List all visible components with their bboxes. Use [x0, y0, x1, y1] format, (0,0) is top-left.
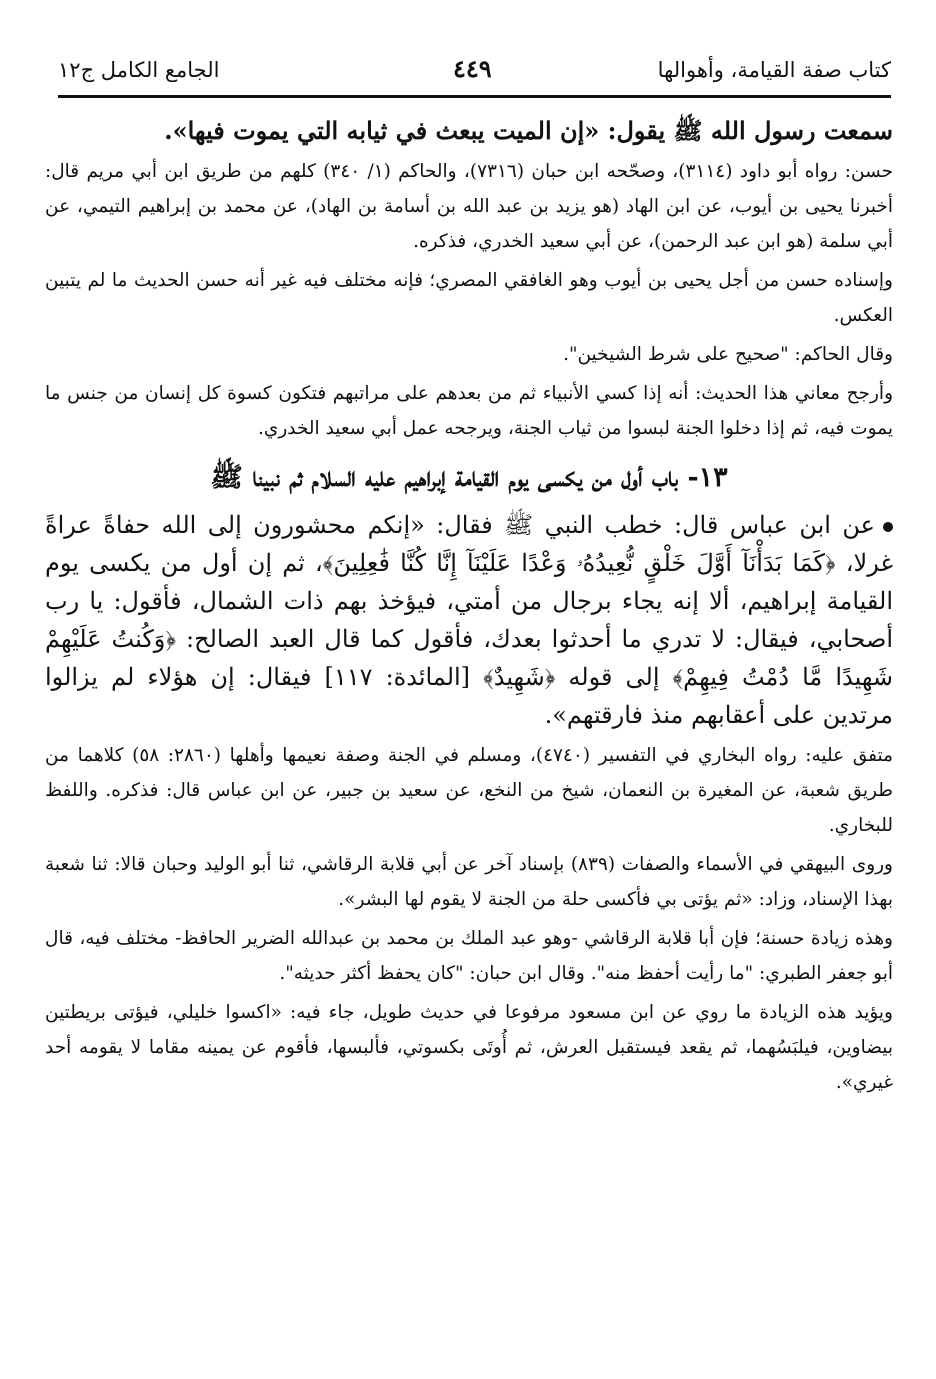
- addition-note: وهذه زيادة حسنة؛ فإن أبا قلابة الرقاشي -وهو عبد الملك بن محمد بن عبدالله الضرير الحافظ- مختلف فيه، قال أبو جعفر الطبري: "ما رأيت أحفظ منه". وقال ابن حبان: "كان يحفظ أكثر حديثه".: [45, 928, 893, 984]
- hadith-paragraph: [45, 506, 893, 734]
- bullet-icon: [883, 522, 893, 532]
- agreed-upon-note: متفق عليه: رواه البخاري في التفسير (٤٧٤٠)، ومسلم في الجنة وصفة نعيمها وأهلها (٢٨٦٠: ٥٨) كلاهما من طريق شعبة، عن المغيرة بن النعمان، شيخ من النخع، عن سعيد بن جبير، عن ابن عباس قال: فذكره. واللفظ للبخاري.: [45, 745, 894, 836]
- hakim-note: وقال الحاكم: "صحيح على شرط الشيخين".: [563, 344, 893, 365]
- support-note: ويؤيد هذه الزيادة ما روي عن ابن مسعود مرفوعا في حديث طويل، جاء فيه: «اكسوا خليلي، فيؤتى بريطتين بيضاوين، فيلبَسُهما، ثم يقعد فيستقبل العرش، ثم أُوتَى بكسوتي، فألبسها، فأقوم عن يمينه مقاما لا يقومه أحد غيري».: [45, 1002, 893, 1093]
- page-body: [45, 112, 893, 1100]
- page-header: [58, 48, 891, 88]
- hadith-text: عن ابن عباس قال: خطب النبي ﷺ فقال: «إنكم محشورون إلى الله حفاةً عراةً غرلا، ﴿كَمَا بَدَأْنَآ أَوَّلَ خَلْقٍ نُّعِيدُهُۥ وَعْدًا عَلَيْنَآ إِنَّا كُنَّا فَٰعِلِينَ﴾، ثم إن أول من يكسى يوم القيامة إبراهيم، ألا إنه يجاء برجال من أمتي، فيؤخذ بهم ذات الشمال، فأقول: يا رب أصحابي، فيقال: لا تدري ما أحدثوا بعدك، فأقول كما قال العبد الصالح: ﴿وَكُنتُ عَلَيْهِمْ شَهِيدًا مَّا دُمْتُ فِيهِمْ﴾ إلى قوله ﴿شَهِيدٌ﴾ [المائدة: ١١٧] فيقال: إن هؤلاء لم يزالوا مرتدين على أعقابهم منذ فارقتهم».: [45, 511, 893, 729]
- meaning-note: وأرجح معاني هذا الحديث: أنه إذا كسي الأنبياء ثم من بعدهم على مراتبهم فتكون كسوة كل إنسان من جنس ما يموت فيه، ثم إذا دخلوا الجنة لبسوا من ثياب الجنة، ويرجحه عمل أبي سعيد الخدري.: [45, 383, 893, 439]
- chapter-heading: ١٣- باب أول من يكسى يوم القيامة إبراهيم عليه السلام ثم نبينا ﷺ: [210, 462, 728, 493]
- isnad-note: وإسناده حسن من أجل يحيى بن أيوب وهو الغافقي المصري؛ فإنه مختلف فيه غير أنه حسن الحديث ما لم يتبين العكس.: [45, 270, 893, 326]
- takhrij-note: حسن: رواه أبو داود (٣١١٤)، وصحّحه ابن حبان (٧٣١٦)، والحاكم (١/ ٣٤٠) كلهم من طريق ابن أبي مريم قال: أخبرنا يحيى بن أيوب، عن ابن الهاد (هو يزيد بن عبد الله بن أسامة بن الهاد)، عن محمد بن إبراهيم التيمي، عن أبي سلمة (هو ابن عبد الرحمن)، عن أبي سعيد الخدري، فذكره.: [45, 161, 894, 252]
- book-title: كتاب صفة القيامة، وأهوالها: [657, 58, 891, 82]
- page-number: ٤٤٩: [453, 54, 492, 83]
- running-title: الجامع الكامل ج١٢: [58, 58, 220, 82]
- hadith-ending: سمعت رسول الله ﷺ يقول: «إن الميت يبعث في ثيابه التي يموت فيها».: [164, 116, 893, 145]
- header-rule: [58, 95, 891, 98]
- bayhaqi-note: وروى البيهقي في الأسماء والصفات (٨٣٩) بإسناد آخر عن أبي قلابة الرقاشي، ثنا أبو الوليد وحبان قالا: ثنا شعبة بهذا الإسناد، وزاد: «ثم يؤتى بي فأكسى حلة من الجنة لا يقوم لها البشر».: [45, 854, 893, 910]
